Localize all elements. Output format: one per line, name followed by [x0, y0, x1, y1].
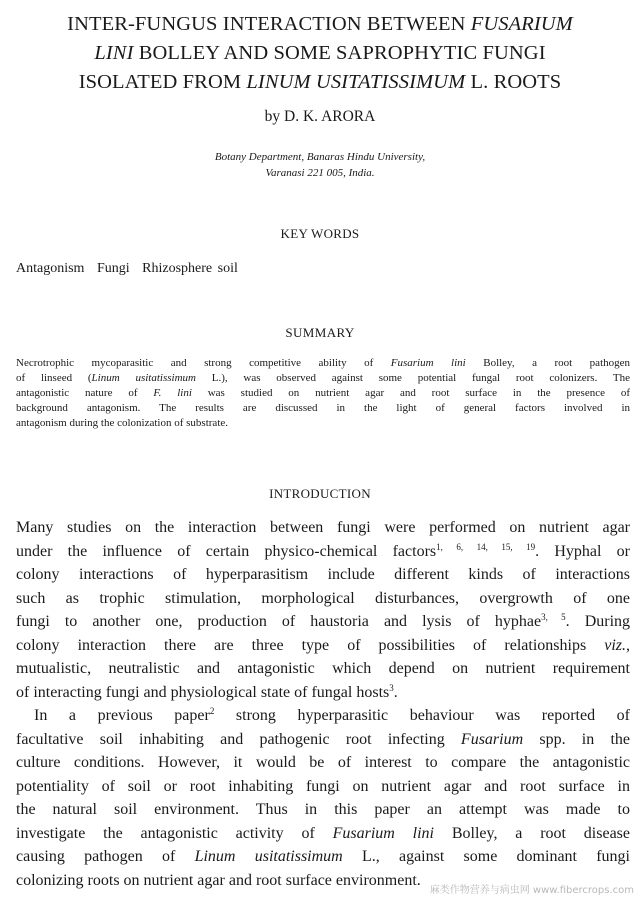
summary-line: of linseed (Linum usitatissimum L.), was observed against some potential fungal root colonizers. The [16, 371, 630, 384]
citation: 2 [209, 706, 215, 716]
introduction-text [16, 516, 630, 892]
title-line: LINI BOLLEY AND SOME SAPROPHYTIC FUNGI [94, 42, 546, 64]
body-line: such as trophic stimulation, morphological disturbances, overgrowth of one [16, 589, 630, 607]
summary-line: antagonistic nature of F. lini was studied on nutrient agar and root surface in the presence of [16, 386, 630, 399]
body-line: Many studies on the interaction between fungi were performed on nutrient agar [16, 519, 630, 536]
title-line: INTER-FUNGUS INTERACTION BETWEEN FUSARIUM [67, 13, 573, 35]
summary-line: background antagonism. The results are discussed in the light of general factors involved in [16, 401, 630, 414]
keywords-heading: KEY WORDS [280, 226, 360, 241]
keywords-list [16, 261, 245, 277]
body-line: In a previous paper$^2$ strong hyperparasitic behaviour was reported of [34, 706, 631, 724]
affiliation [0, 149, 640, 181]
keyword: Rhizosphere soil [142, 261, 238, 276]
body-line: colonizing roots on nutrient agar and root surface environment. [16, 871, 421, 889]
body-line: colony interactions of hyperparasitism include different kinds of interactions [16, 566, 630, 583]
body-line: causing pathogen of Linum usitatissimum L., against some dominant fungi [16, 848, 631, 865]
body-line: colony interaction there are three type of possibilities of relationships viz., [16, 636, 630, 654]
body-line: of interacting fungi and physiological state of fungal hosts$^3$. [16, 682, 398, 701]
affiliation-line: Botany Department, Banaras Hindu University, [214, 151, 426, 163]
keyword: Antagonism [16, 261, 85, 276]
body-line: investigate the antagonistic activity of Fusarium lini Bolley, a root disease [16, 824, 631, 842]
summary-heading: SUMMARY [285, 325, 355, 340]
body-line: the natural soil environment. Thus in this paper an attempt was made to [16, 801, 630, 818]
title-line: ISOLATED FROM LINUM USITATISSIMUM L. ROOTS [78, 71, 562, 93]
body-line: under the influence of certain physico-chemical factors$^{1, 6, 14, 15, 19}$. Hyphal or [16, 541, 630, 560]
citation: 1, 6, 14, 15, 19 [436, 541, 536, 552]
summary-text [16, 356, 630, 431]
author-byline: by D. K. ARORA [264, 108, 376, 125]
citation: 3, 5 [541, 612, 566, 622]
body-line: facultative soil inhabiting and pathogenic root infecting Fusarium spp. in the [16, 730, 631, 748]
paper-title [10, 10, 630, 97]
body-line: culture conditions. However, it would be of interest to compare the antagonistic [16, 754, 630, 771]
summary-line: antagonism during the colonization of substrate. [16, 416, 229, 429]
body-line: fungi to another one, production of haustoria and lysis of hyphae$^{3, 5}$. During [16, 612, 631, 630]
summary-line: Necrotrophic mycoparasitic and strong competitive ability of Fusarium lini Bolley, a root pathogen [16, 357, 631, 369]
watermark: 麻类作物营养与病虫网 www.fibercrops.com [429, 885, 634, 896]
citation: 3 [389, 682, 394, 693]
body-line: potentiality of soil or root inhabiting fungi on nutrient agar and root surface in [16, 777, 630, 795]
body-line: mutualistic, neutralistic and antagonistic which depend on nutrient requirement [16, 660, 630, 677]
introduction-heading: INTRODUCTION [269, 486, 371, 501]
affiliation-line: Varanasi 221 005, India. [265, 167, 375, 179]
keyword: Fungi [96, 261, 130, 276]
